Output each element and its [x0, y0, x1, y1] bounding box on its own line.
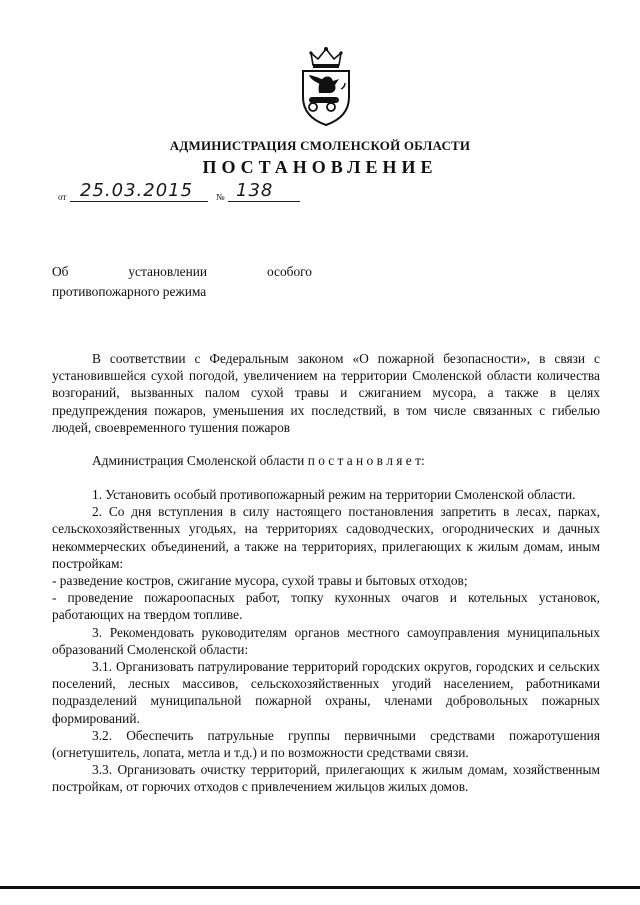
- preamble-block: [52, 350, 600, 436]
- clause-2-item-2: - проведение пожароопасных работ, топку кухонных очагов и котельных установок, работающих на твердом топливе.: [52, 590, 600, 623]
- scan-bottom-edge: [0, 886, 640, 889]
- clause-2: 2. Со дня вступления в силу настоящего постановления запретить в лесах, парках, сельскохозяйственных угодьях, на территориях садоводческих, огороднических и дачных некоммерческих объединений, а также на территориях, прилегающих к жилым домам, иным постройкам:: [52, 504, 600, 571]
- handwritten-date: 25.03.2015: [80, 180, 194, 201]
- clause-3-2: 3.2. Обеспечить патрульные группы первичными средствами пожаротушения (огнетушитель, лопата, метла и т.д.) и по возможности средствами связи.: [52, 727, 600, 761]
- subject-word-2: установлении: [128, 264, 208, 279]
- coat-of-arms-emblem: [297, 45, 355, 127]
- subject-word-1: Об: [52, 264, 69, 279]
- organization-name: АДМИНИСТРАЦИЯ СМОЛЕНСКОЙ ОБЛАСТИ: [169, 138, 471, 153]
- clause-3-1: 3.1. Организовать патрулирование территорий городских округов, городских и сельских поселений, лесных массивов, сельскохозяйственных угодий населением, работниками подразделений муниципальной пожарной охраны, членами добровольных пожарных формирований.: [52, 659, 600, 726]
- clause-3: 3. Рекомендовать руководителям органов местного самоуправления муниципальных образований Смоленской области:: [52, 624, 600, 657]
- subject-line-1: [52, 262, 312, 282]
- resolution-block: [52, 452, 600, 469]
- subject-line-2: противопожарного режима: [52, 284, 207, 299]
- resolution-paragraph: Администрация Смоленской области п о с т а н о в л я е т:: [92, 453, 425, 468]
- subject-word-3: особого: [266, 264, 312, 279]
- number-label: №: [216, 192, 225, 202]
- preamble-paragraph: В соответствии с Федеральным законом «О пожарной безопасности», в связи с установившейся сухой погодой, увеличением на территории Смоленской области количества возгораний, вызванных палом сухой травы и сжиганием мусора, а также в целях предупреждения пожаров, уменьшения их последствий, в том числе связанных с гибелью людей, своевременного тушения пожаров: [52, 351, 600, 435]
- clause-3-3: 3.3. Организовать очистку территорий, прилегающих к жилым домам, хозяйственным постройкам, от горючих отходов с привлечением жильцов жилых домов.: [52, 762, 600, 795]
- date-number-line: [58, 178, 318, 208]
- document-type-title: ПОСТАНОВЛЕНИЕ: [202, 157, 438, 177]
- document-subject: [52, 262, 312, 302]
- date-underline: [70, 201, 208, 202]
- clause-1: 1. Установить особый противопожарный режим на территории Смоленской области.: [92, 487, 576, 502]
- date-label: от: [58, 192, 67, 202]
- clause-2-item-1: - разведение костров, сжигание мусора, сухой травы и бытовых отходов;: [52, 573, 468, 589]
- clauses-block: [52, 486, 600, 796]
- handwritten-number: 138: [236, 180, 274, 201]
- number-underline: [228, 201, 300, 202]
